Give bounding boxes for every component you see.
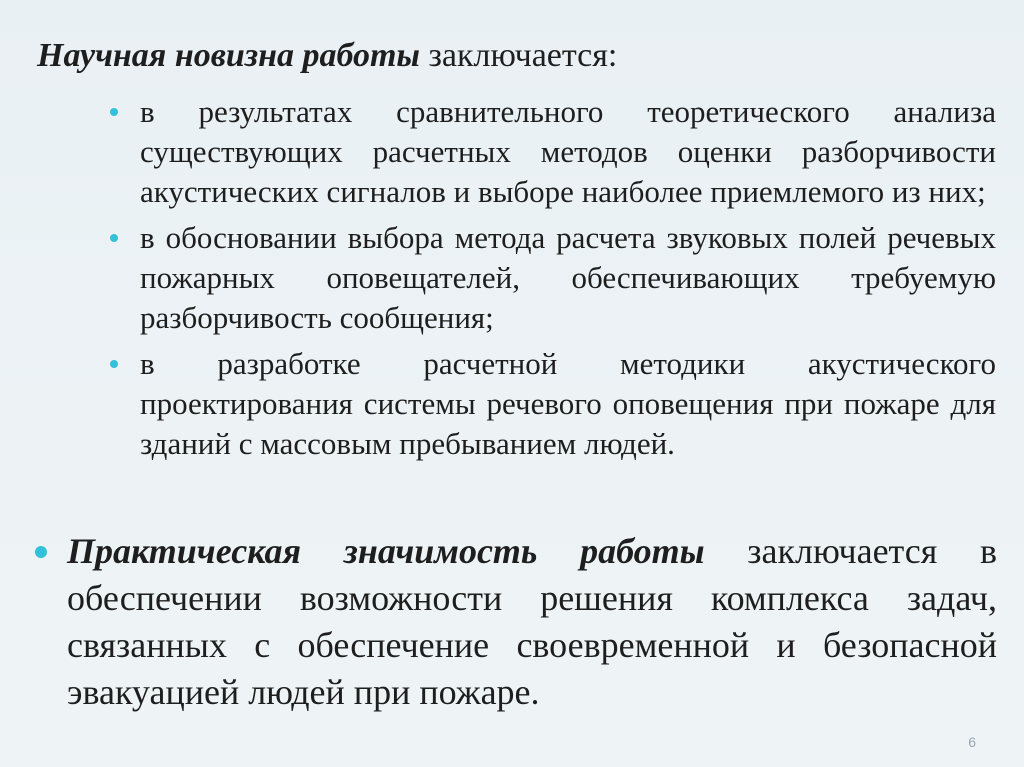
page-number: 6 <box>968 734 976 750</box>
bullet-dot-icon <box>110 234 118 242</box>
novelty-item-1 <box>110 92 996 212</box>
novelty-heading-emphasis: Научная новизна работы <box>37 37 420 74</box>
bullet-dot-icon <box>35 546 47 558</box>
novelty-item-2 <box>110 218 996 338</box>
novelty-heading-rest: заключается: <box>420 37 618 74</box>
novelty-heading <box>37 34 987 78</box>
novelty-item-text: в разработке расчетной методики акустического проектирования системы речевого оповещения при пожаре для зданий с массовым пребыванием людей. <box>140 346 996 461</box>
bullet-dot-icon <box>110 360 118 368</box>
significance-rest: заключается в обеспечении возможности решения комплекса задач, связанных с обеспечение своевременной и безопасной эвакуацией людей при пожаре. <box>67 531 997 712</box>
novelty-item-3 <box>110 344 996 464</box>
novelty-item-text: в результатах сравнительного теоретического анализа существующих расчетных методов оценки разборчивости акустических сигналов и выборе наиболее приемлемого из них; <box>140 94 996 209</box>
significance-paragraph <box>35 528 997 716</box>
bullet-dot-icon <box>110 108 118 116</box>
novelty-list <box>110 92 996 470</box>
novelty-item-text: в обосновании выбора метода расчета звуковых полей речевых пожарных оповещателей, обеспечивающих требуемую разборчивость сообщения; <box>140 220 996 335</box>
significance-emphasis: Практическая значимость работы <box>67 531 705 571</box>
